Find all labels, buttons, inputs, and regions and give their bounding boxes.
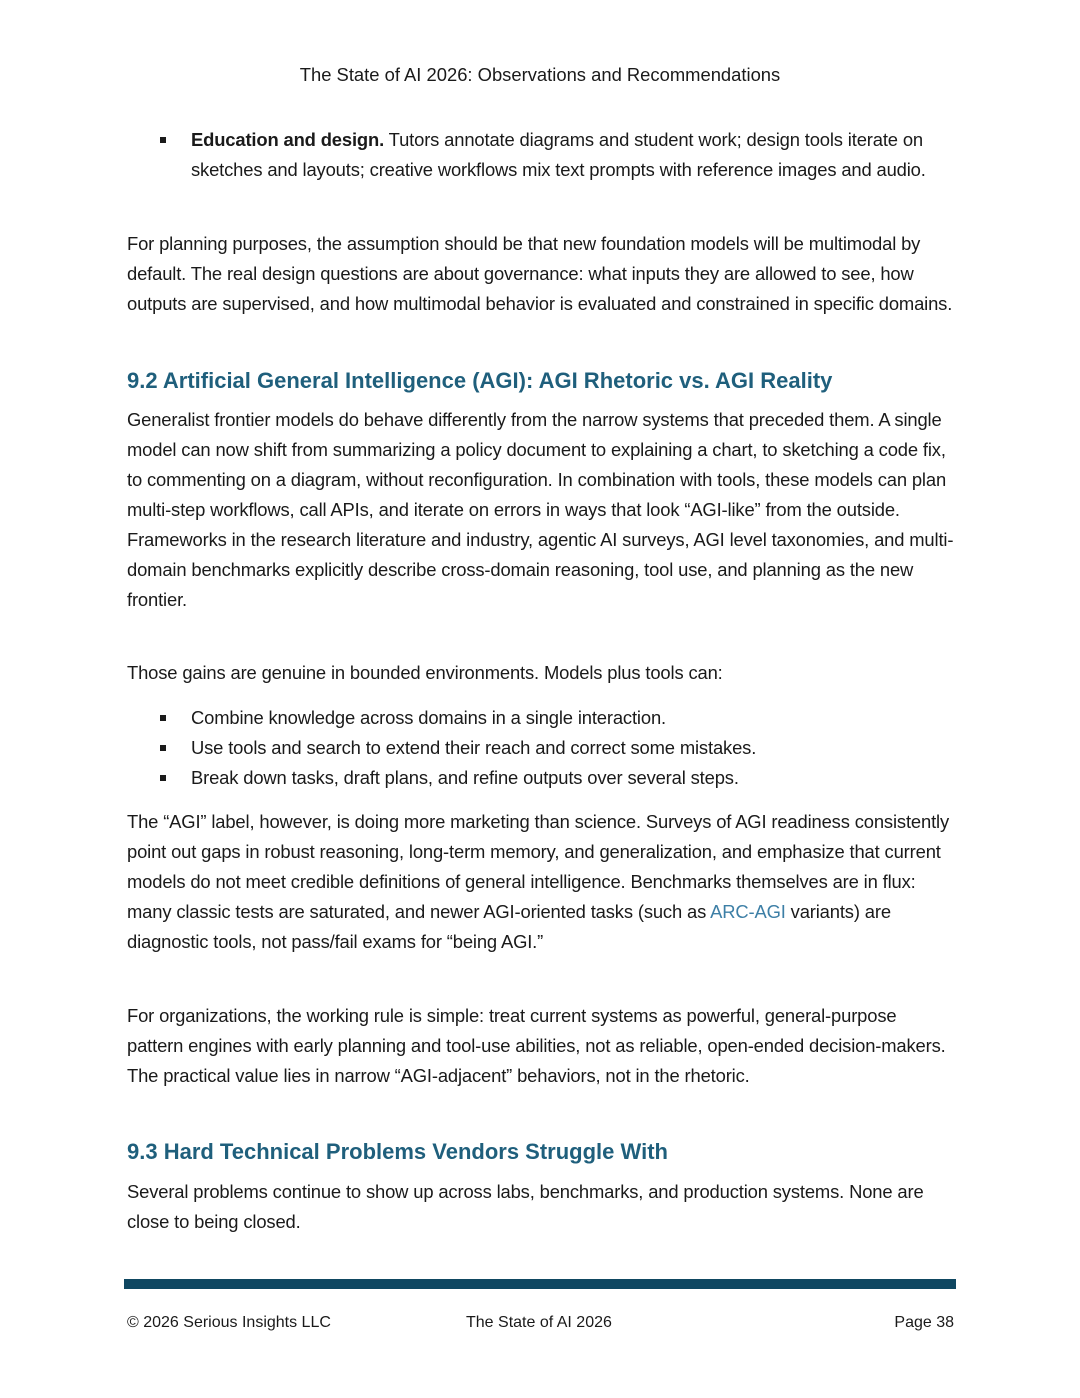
- list-item: [127, 763, 955, 793]
- list-item: [127, 733, 955, 763]
- top-bullet-list: [127, 125, 955, 185]
- paragraph-working-rule: For organizations, the working rule is simple: treat current systems as powerful, general-purpose pattern engines with early planning and tool-use abilities, not as reliable, open-ended decision-makers. The practical value lies in narrow “AGI-adjacent” behaviors, not in the rhetoric.: [127, 1005, 946, 1086]
- paragraph-agi-label: [127, 807, 955, 957]
- paragraph-gains: Those gains are genuine in bounded environments. Models plus tools can:: [127, 662, 723, 683]
- bullet-text: Tutors annotate diagrams and student work; design tools iterate on sketches and layouts; creative workflows mix text prompts with reference images and audio.: [191, 129, 926, 180]
- arc-agi-link[interactable]: ARC-AGI: [710, 901, 786, 922]
- bullet-icon: [160, 137, 166, 143]
- list-item: [127, 703, 955, 733]
- section-heading-9-2: 9.2 Artificial General Intelligence (AGI): AGI Rhetoric vs. AGI Reality: [127, 368, 833, 393]
- bullet-icon: [160, 775, 166, 781]
- section-heading-9-3: 9.3 Hard Technical Problems Vendors Struggle With: [127, 1139, 668, 1164]
- bullet-icon: [160, 745, 166, 751]
- capabilities-list: [127, 703, 955, 793]
- bullet-icon: [160, 715, 166, 721]
- bullet-text: Combine knowledge across domains in a single interaction.: [191, 707, 666, 728]
- paragraph-problems: Several problems continue to show up across labs, benchmarks, and production systems. None are close to being closed.: [127, 1181, 924, 1232]
- bullet-bold-lead: Education and design.: [191, 129, 385, 150]
- text: variants) are diagnostic tools, not pass/fail exams for “being AGI.”: [127, 901, 891, 952]
- bullet-text: Use tools and search to extend their reach and correct some mistakes.: [191, 737, 757, 758]
- paragraph-generalist: Generalist frontier models do behave differently from the narrow systems that preceded them. A single model can now shift from summarizing a policy document to explaining a chart, to sketching a code fix, to commenting on a diagram, without reconfiguration. In combination with tools, these models can plan multi-step workflows, call APIs, and iterate on errors in ways that look “AGI-like” from the outside. Frameworks in the research literature and industry, agentic AI surveys, AGI level taxonomies, and multi-domain benchmarks explicitly describe cross-domain reasoning, tool use, and planning as the new frontier.: [127, 409, 954, 610]
- footer-title: The State of AI 2026: [466, 1314, 612, 1331]
- footer-page-number: Page 38: [894, 1314, 954, 1331]
- text: The “AGI” label, however, is doing more marketing than science. Surveys of AGI readiness consistently point out gaps in robust reasoning, long-term memory, and generalization, and emphasize that current models do not meet credible definitions of general intelligence. Benchmarks themselves are in flux: many classic tests are saturated, and newer AGI-oriented tasks (such as: [127, 811, 950, 922]
- bullet-text: Break down tasks, draft plans, and refine outputs over several steps.: [191, 767, 739, 788]
- footer-copyright: © 2026 Serious Insights LLC: [127, 1314, 331, 1331]
- page-header: The State of AI 2026: Observations and Recommendations: [299, 64, 781, 85]
- footer-divider: [124, 1279, 956, 1289]
- paragraph-planning: For planning purposes, the assumption should be that new foundation models will be multimodal by default. The real design questions are about governance: what inputs they are allowed to see, how outputs are supervised, and how multimodal behavior is evaluated and constrained in specific domains.: [127, 233, 953, 314]
- list-item: [127, 125, 955, 185]
